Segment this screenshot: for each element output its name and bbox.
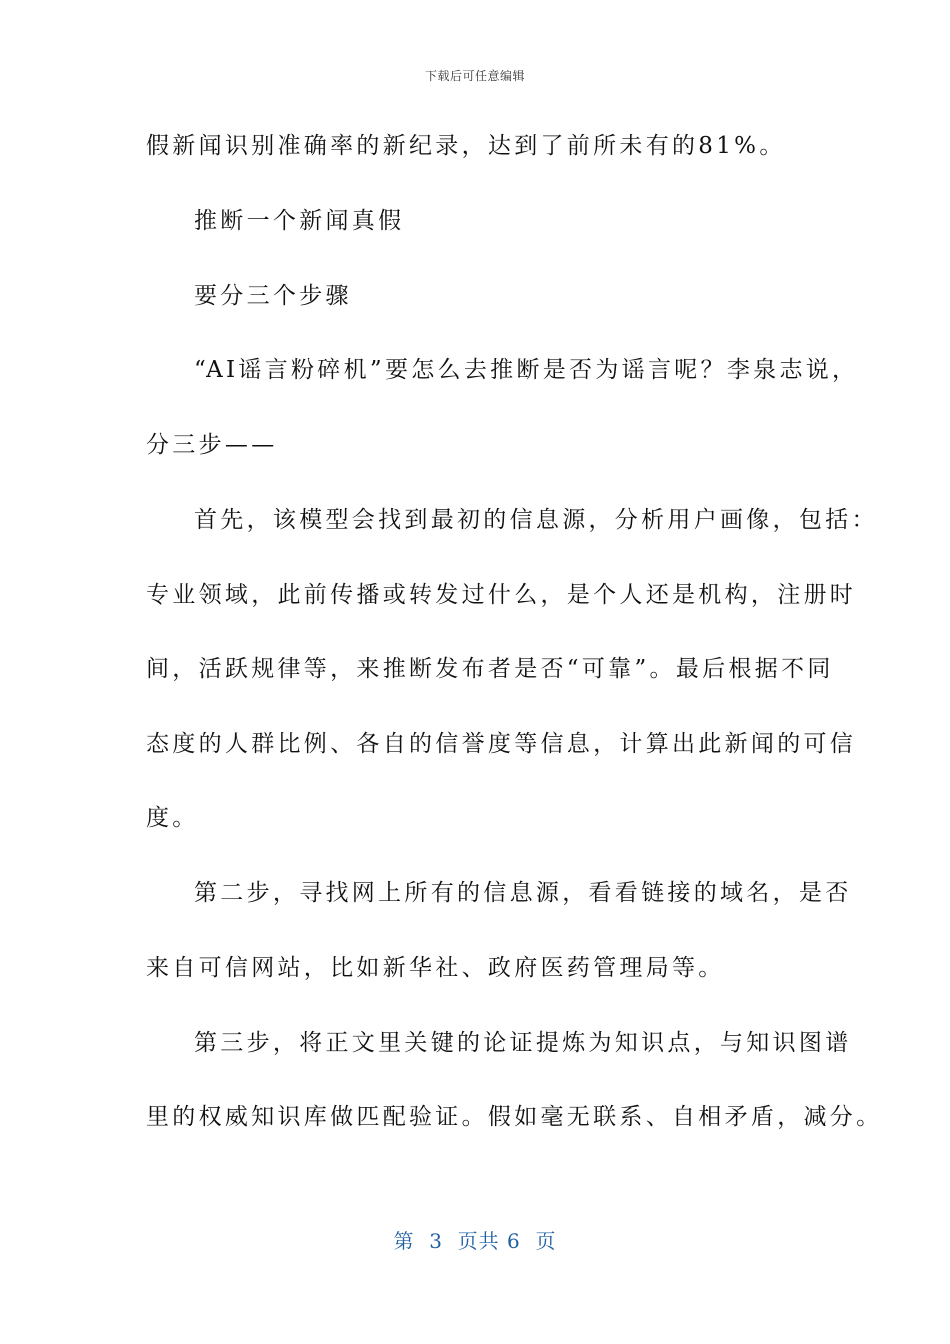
- page-number: 第 3 页共 6 页: [393, 1229, 557, 1253]
- paragraph-line: 第三步，将正文里关键的论证提炼为知识点，与知识图谱: [194, 1030, 852, 1056]
- paragraph-line: “AI谣言粉碎机”要怎么去推断是否为谣言呢？李泉志说，: [194, 357, 859, 383]
- paragraph-line: 首先，该模型会找到最初的信息源，分析用户画像，包括：: [194, 507, 878, 533]
- paragraph-line: 态度的人群比例、各自的信誉度等信息，计算出此新闻的可信: [146, 731, 857, 757]
- header-note: 下载后可任意编辑: [424, 69, 525, 83]
- paragraph-line: 假新闻识别准确率的新纪录，达到了前所未有的81%。: [146, 133, 786, 159]
- paragraph-line: 来自可信网站，比如新华社、政府医药管理局等。: [146, 955, 725, 981]
- paragraph-line: 专业领域，此前传播或转发过什么，是个人还是机构，注册时: [146, 582, 857, 608]
- paragraph-line: 推断一个新闻真假: [194, 208, 405, 234]
- paragraph-line: 第二步，寻找网上所有的信息源，看看链接的域名，是否: [194, 880, 852, 906]
- paragraph-line: 分三步——: [146, 432, 278, 458]
- paragraph-line: 里的权威知识库做匹配验证。假如毫无联系、自相矛盾，减分。: [146, 1104, 883, 1130]
- paragraph-line: 间，活跃规律等，来推断发布者是否“可靠”。最后根据不同: [146, 656, 834, 682]
- paragraph-line: 度。: [146, 805, 199, 831]
- paragraph-line: 要分三个步骤: [194, 283, 352, 309]
